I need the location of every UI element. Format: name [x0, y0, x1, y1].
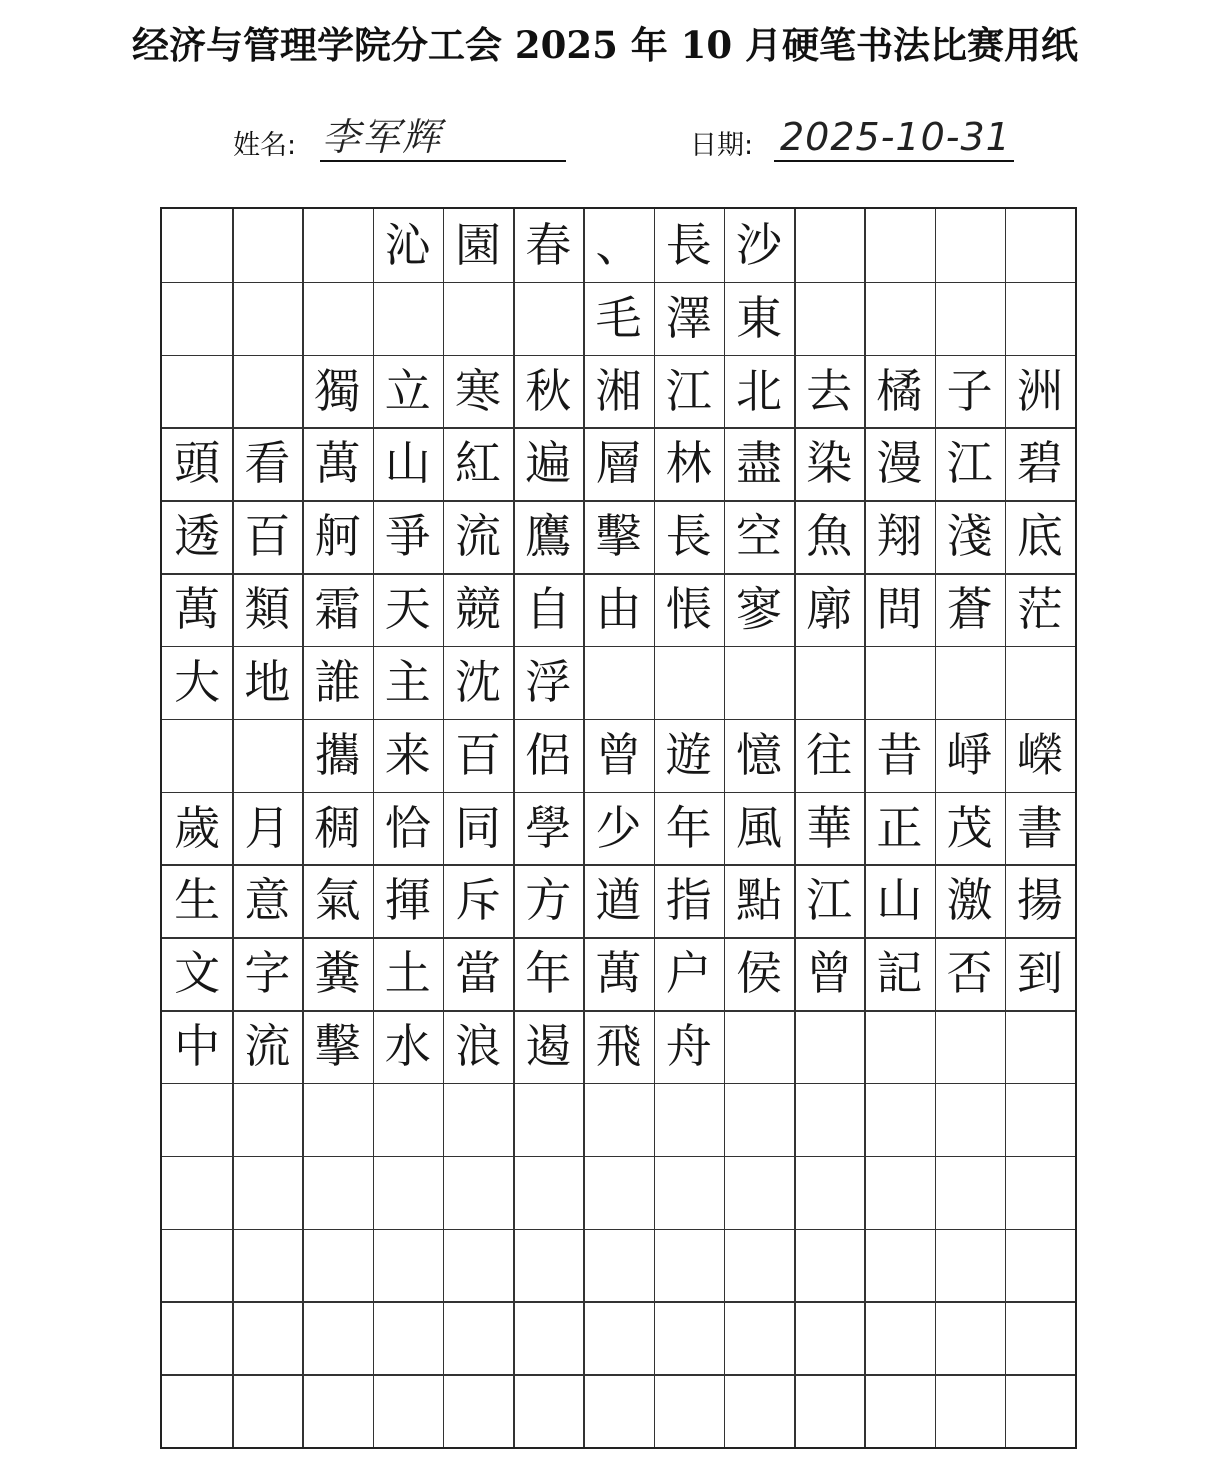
- date-underline: [774, 160, 1014, 162]
- grid-character: 盡: [735, 436, 782, 491]
- grid-character: 萬: [595, 946, 642, 1001]
- grid-character: 去: [806, 363, 853, 418]
- grid-character: 淺: [946, 509, 993, 564]
- grid-character: 類: [244, 582, 291, 637]
- grid-character: 年: [525, 946, 572, 1001]
- grid-row-line: [162, 1374, 1075, 1376]
- grid-character: 稠: [314, 800, 361, 855]
- grid-character: 遒: [595, 873, 642, 928]
- grid-character: 字: [244, 946, 291, 1001]
- grid-character: 子: [946, 363, 993, 418]
- grid-character: 橘: [876, 363, 923, 418]
- grid-character: 沈: [455, 654, 502, 709]
- grid-character: 東: [735, 290, 782, 345]
- grid-character: 少: [595, 800, 642, 855]
- name-label: 姓名:: [233, 130, 297, 161]
- grid-row-line: [162, 1301, 1075, 1303]
- grid-character: 侯: [735, 946, 782, 1001]
- grid-character: 擊: [595, 509, 642, 564]
- grid-character: 自: [525, 582, 572, 637]
- grid-character: 大: [174, 654, 221, 709]
- grid-character: 點: [735, 873, 782, 928]
- grid-character: 江: [806, 873, 853, 928]
- grid-character: 華: [806, 800, 853, 855]
- grid-character: 激: [946, 873, 993, 928]
- grid-character: 恰: [384, 800, 431, 855]
- grid-character: 學: [525, 800, 572, 855]
- grid-character: 流: [244, 1019, 291, 1074]
- grid-character: 否: [946, 946, 993, 1001]
- grid-row-line: [162, 1229, 1075, 1231]
- grid-character: 指: [665, 873, 712, 928]
- grid-character: 生: [174, 873, 221, 928]
- grid-character: 春: [525, 218, 572, 272]
- grid-character: 土: [384, 946, 431, 1001]
- grid-character: 長: [665, 218, 712, 272]
- grid-character: 浪: [455, 1019, 502, 1074]
- grid-character: 舸: [314, 509, 361, 564]
- grid-character: 月: [244, 800, 291, 855]
- grid-character: 湘: [595, 363, 642, 418]
- grid-character: 誰: [314, 654, 361, 709]
- grid-character: 爭: [384, 509, 431, 564]
- grid-character: 主: [384, 654, 431, 709]
- grid-character: 正: [876, 800, 923, 855]
- grid-character: 風: [735, 800, 782, 855]
- grid-character: 洲: [1016, 363, 1063, 418]
- grid-character: 記: [876, 946, 923, 1001]
- grid-character: 遍: [525, 436, 572, 491]
- grid-row-line: [162, 1083, 1075, 1085]
- grid-character: 底: [1016, 509, 1063, 564]
- grid-row-line: [162, 1156, 1075, 1158]
- grid-character: 獨: [314, 363, 361, 418]
- grid-character: 江: [946, 436, 993, 491]
- grid-character: 鷹: [525, 509, 572, 564]
- grid-character: 看: [244, 436, 291, 491]
- grid-character: 浮: [525, 654, 572, 709]
- grid-character: 江: [665, 363, 712, 418]
- grid-character: 沁: [384, 218, 431, 272]
- grid-character: 同: [455, 800, 502, 855]
- grid-character: 悵: [665, 582, 712, 637]
- grid-character: 毛: [595, 290, 642, 345]
- grid-character: 斥: [455, 873, 502, 928]
- grid-character: 意: [244, 873, 291, 928]
- grid-character: 山: [384, 436, 431, 491]
- name-underline: [320, 160, 566, 162]
- grid-character: 来: [384, 727, 431, 782]
- grid-character: 户: [665, 946, 712, 1001]
- grid-character: 天: [384, 582, 431, 637]
- grid-character: 水: [384, 1019, 431, 1074]
- date-handwritten: 2025-10-31: [780, 115, 1011, 159]
- grid-character: 寒: [455, 363, 502, 418]
- grid-character: 往: [806, 727, 853, 782]
- grid-character: 山: [876, 873, 923, 928]
- page-title: 经济与管理学院分工会 2025 年 10 月硬笔书法比赛用纸: [132, 23, 1078, 67]
- grid-character: 揚: [1016, 873, 1063, 928]
- grid-character: 魚: [806, 509, 853, 564]
- grid-character: 到: [1016, 946, 1063, 1001]
- grid-character: 萬: [174, 582, 221, 637]
- grid-character: 碧: [1016, 436, 1063, 491]
- grid-character: 澤: [665, 290, 712, 345]
- grid-character: 侶: [525, 727, 572, 782]
- grid-character: 由: [595, 582, 642, 637]
- grid-character: 當: [455, 946, 502, 1001]
- grid-character: 飛: [595, 1019, 642, 1074]
- grid-character: 揮: [384, 873, 431, 928]
- grid-character: 秋: [525, 363, 572, 418]
- grid-character: 中: [174, 1019, 221, 1074]
- grid-character: 競: [455, 582, 502, 637]
- grid-character: 園: [455, 218, 502, 272]
- grid-character: 崢: [946, 727, 993, 782]
- grid-character: 舟: [665, 1019, 712, 1074]
- grid-character: 氣: [314, 873, 361, 928]
- grid-character: 蒼: [946, 582, 993, 637]
- grid-character: 紅: [455, 436, 502, 491]
- grid-character: 曾: [806, 946, 853, 1001]
- grid-character: 擊: [314, 1019, 361, 1074]
- grid-character: 霜: [314, 582, 361, 637]
- grid-character: 百: [244, 509, 291, 564]
- grid-character: 廓: [806, 582, 853, 637]
- grid-character: 漫: [876, 436, 923, 491]
- grid-character: 地: [244, 654, 291, 709]
- grid-character: 憶: [735, 727, 782, 782]
- grid-character: 空: [735, 509, 782, 564]
- grid-character: 、: [595, 218, 642, 272]
- grid-character: 寥: [735, 582, 782, 637]
- grid-character: 昔: [876, 727, 923, 782]
- grid-character: 透: [174, 509, 221, 564]
- grid-character: 翔: [876, 509, 923, 564]
- grid-character: 茫: [1016, 582, 1063, 637]
- grid-character: 流: [455, 509, 502, 564]
- grid-character: 歲: [174, 800, 221, 855]
- grid-character: 萬: [314, 436, 361, 491]
- grid-character: 林: [665, 436, 712, 491]
- grid-character: 方: [525, 873, 572, 928]
- grid-character: 問: [876, 582, 923, 637]
- grid-character: 攜: [314, 727, 361, 782]
- grid-character: 年: [665, 800, 712, 855]
- grid-character: 北: [735, 363, 782, 418]
- writing-grid: [160, 207, 1077, 1449]
- grid-character: 長: [665, 509, 712, 564]
- grid-character: 染: [806, 436, 853, 491]
- grid-character: 立: [384, 363, 431, 418]
- grid-character: 沙: [735, 218, 782, 272]
- grid-character: 百: [455, 727, 502, 782]
- grid-character: 曾: [595, 727, 642, 782]
- grid-character: 遊: [665, 727, 712, 782]
- grid-character: 茂: [946, 800, 993, 855]
- grid-character: 嶸: [1016, 727, 1063, 782]
- grid-character: 頭: [174, 436, 221, 491]
- grid-character: 書: [1016, 800, 1063, 855]
- grid-character: 文: [174, 946, 221, 1001]
- name-signature: 李军辉: [322, 115, 443, 159]
- grid-character: 層: [595, 436, 642, 491]
- grid-character: 糞: [314, 946, 361, 1001]
- grid-character: 遏: [525, 1019, 572, 1074]
- date-label: 日期:: [690, 130, 754, 161]
